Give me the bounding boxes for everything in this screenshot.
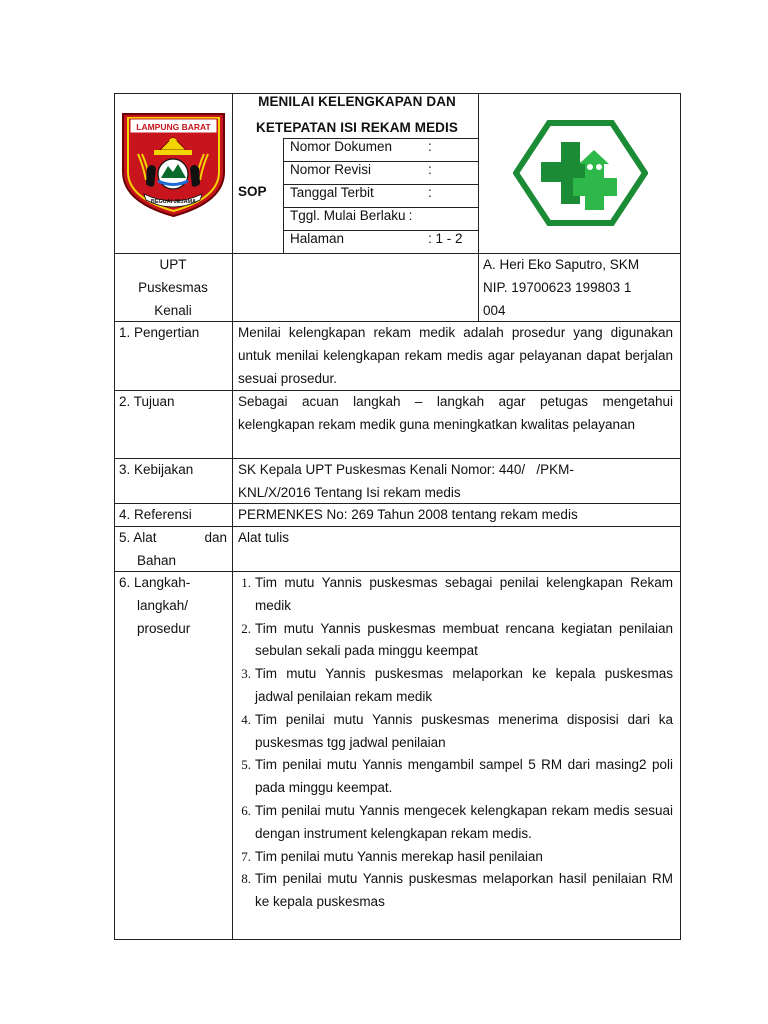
section-label-kebijakan: 3. Kebijakan bbox=[119, 462, 194, 477]
label-part: Bahan bbox=[137, 552, 177, 568]
section-text-tujuan: Sebagai acuan langkah – langkah agar petugas mengetahui kelengkapan rekam medik guna meningkatkan kwalitas pelayanan bbox=[238, 394, 673, 432]
col-divider bbox=[114, 93, 115, 940]
logo-banner-text: LAMPUNG BARAT bbox=[136, 122, 211, 132]
kebijakan-line: KNL/X/2016 Tentang Isi rekam medis bbox=[238, 484, 461, 500]
doc-info-halaman bbox=[290, 231, 463, 246]
logo-motto-text: BEGUAI JEJAMA bbox=[150, 199, 197, 205]
org-name bbox=[114, 254, 232, 322]
sop-label: SOP bbox=[238, 184, 267, 199]
doc-info-nomor-dokumen bbox=[290, 139, 432, 154]
section-label-tujuan: 2. Tujuan bbox=[119, 394, 175, 409]
section-text-kebijakan bbox=[238, 459, 676, 505]
doc-info-label: Halaman bbox=[290, 231, 345, 246]
col-divider bbox=[680, 93, 681, 940]
step-number: 8. bbox=[241, 871, 251, 887]
lampung-barat-logo bbox=[116, 110, 231, 220]
doc-info-label: Nomor Dokumen bbox=[290, 139, 393, 154]
org-line: UPT bbox=[159, 257, 187, 272]
section-text-alat: Alat tulis bbox=[238, 530, 290, 545]
doc-info-value: : bbox=[428, 139, 432, 154]
section-label-pengertian: 1. Pengertian bbox=[119, 325, 200, 340]
doc-info-value: : 1 - 2 bbox=[428, 231, 463, 246]
document-title bbox=[238, 89, 476, 141]
label-part: 5. Alat bbox=[119, 530, 157, 545]
kebijakan-line: SK Kepala UPT Puskesmas Kenali Nomor: 440/ /PKM- bbox=[238, 462, 574, 477]
procedure-step bbox=[234, 572, 673, 618]
step-text: Tim penilai mutu Yannis merekap hasil penilaian bbox=[255, 848, 543, 864]
step-text: Tim penilai mutu Yannis puskesmas melaporkan hasil penilaian RM ke kepala puskesmas bbox=[255, 871, 673, 910]
org-line: Puskesmas bbox=[138, 279, 208, 295]
puskesmas-logo-icon bbox=[513, 120, 648, 226]
section-label-alat bbox=[119, 527, 227, 573]
signatory-nip-cont: 004 bbox=[483, 302, 506, 318]
section-label-langkah bbox=[119, 572, 229, 640]
label-part: prosedur bbox=[137, 620, 191, 636]
procedure-step bbox=[234, 846, 673, 869]
signatory bbox=[483, 254, 678, 322]
col-divider bbox=[283, 138, 284, 253]
doc-info-tanggal-terbit bbox=[290, 185, 432, 200]
step-text: Tim mutu Yannis puskesmas sebagai penilai kelengkapan Rekam medik bbox=[255, 575, 673, 613]
step-text: Tim penilai mutu Yannis puskesmas menerima disposisi dari ka puskesmas tgg jadwal penilaian bbox=[255, 711, 673, 750]
signatory-name: A. Heri Eko Saputro, SKM bbox=[483, 257, 640, 272]
procedure-step bbox=[234, 868, 673, 914]
title-line-2: KETEPATAN ISI REKAM MEDIS bbox=[255, 120, 458, 135]
org-line: Kenali bbox=[154, 302, 192, 318]
step-text: Tim mutu Yannis puskesmas melaporkan ke kepala puskesmas jadwal penilaian rekam medik bbox=[255, 666, 673, 704]
step-number: 5. bbox=[241, 757, 251, 773]
signatory-nip: NIP. 19700623 199803 1 bbox=[483, 279, 632, 295]
section-text-referensi: PERMENKES No: 269 Tahun 2008 tentang rekam medis bbox=[238, 507, 578, 522]
step-number: 1. bbox=[241, 575, 251, 590]
doc-info-label: Tanggal Terbit bbox=[290, 185, 374, 200]
procedure-step bbox=[234, 663, 673, 709]
procedure-step bbox=[234, 709, 673, 755]
col-divider bbox=[478, 93, 479, 321]
doc-info-value: : bbox=[428, 162, 432, 177]
procedure-step bbox=[234, 800, 673, 846]
label-part: dan bbox=[204, 530, 227, 545]
row-divider bbox=[114, 939, 681, 940]
step-number: 6. bbox=[241, 802, 251, 818]
doc-info-label: Nomor Revisi bbox=[290, 162, 372, 177]
procedure-steps bbox=[234, 572, 673, 914]
step-number: 2. bbox=[241, 620, 251, 636]
step-text: Tim penilai mutu Yannis mengambil sampel 5 RM dari masing2 poli pada minggu keempat. bbox=[255, 757, 673, 796]
label-part: 6. Langkah- bbox=[119, 575, 191, 590]
col-divider bbox=[232, 93, 233, 940]
step-number: 4. bbox=[241, 711, 251, 727]
procedure-step bbox=[234, 618, 673, 664]
step-number: 7. bbox=[241, 848, 251, 864]
doc-info-value: : bbox=[428, 185, 432, 200]
step-number: 3. bbox=[241, 666, 251, 682]
step-text: Tim penilai mutu Yannis mengecek kelengkapan rekam medis sesuai dengan instrument kelengkapan rekam medis. bbox=[255, 802, 673, 841]
doc-info-value: : bbox=[408, 208, 413, 223]
step-text: Tim mutu Yannis puskesmas membuat rencana kegiatan penilaian sebulan sekali pada minggu keempat bbox=[255, 620, 673, 659]
section-label-referensi: 4. Referensi bbox=[119, 507, 192, 522]
doc-info-nomor-revisi bbox=[290, 162, 432, 177]
doc-info-label: Tggl. Mulai Berlaku bbox=[290, 208, 406, 223]
doc-info-tggl-mulai-berlaku bbox=[290, 208, 412, 223]
procedure-step bbox=[234, 754, 673, 800]
title-line-1: MENILAI KELENGKAPAN DAN bbox=[258, 94, 456, 109]
section-text-pengertian: Menilai kelengkapan rekam medik adalah prosedur yang digunakan untuk menilai kelengkapan rekam medis agar pelayanan dapat berjalan sesuai prosedur. bbox=[238, 325, 673, 386]
label-part: langkah/ bbox=[137, 597, 189, 613]
